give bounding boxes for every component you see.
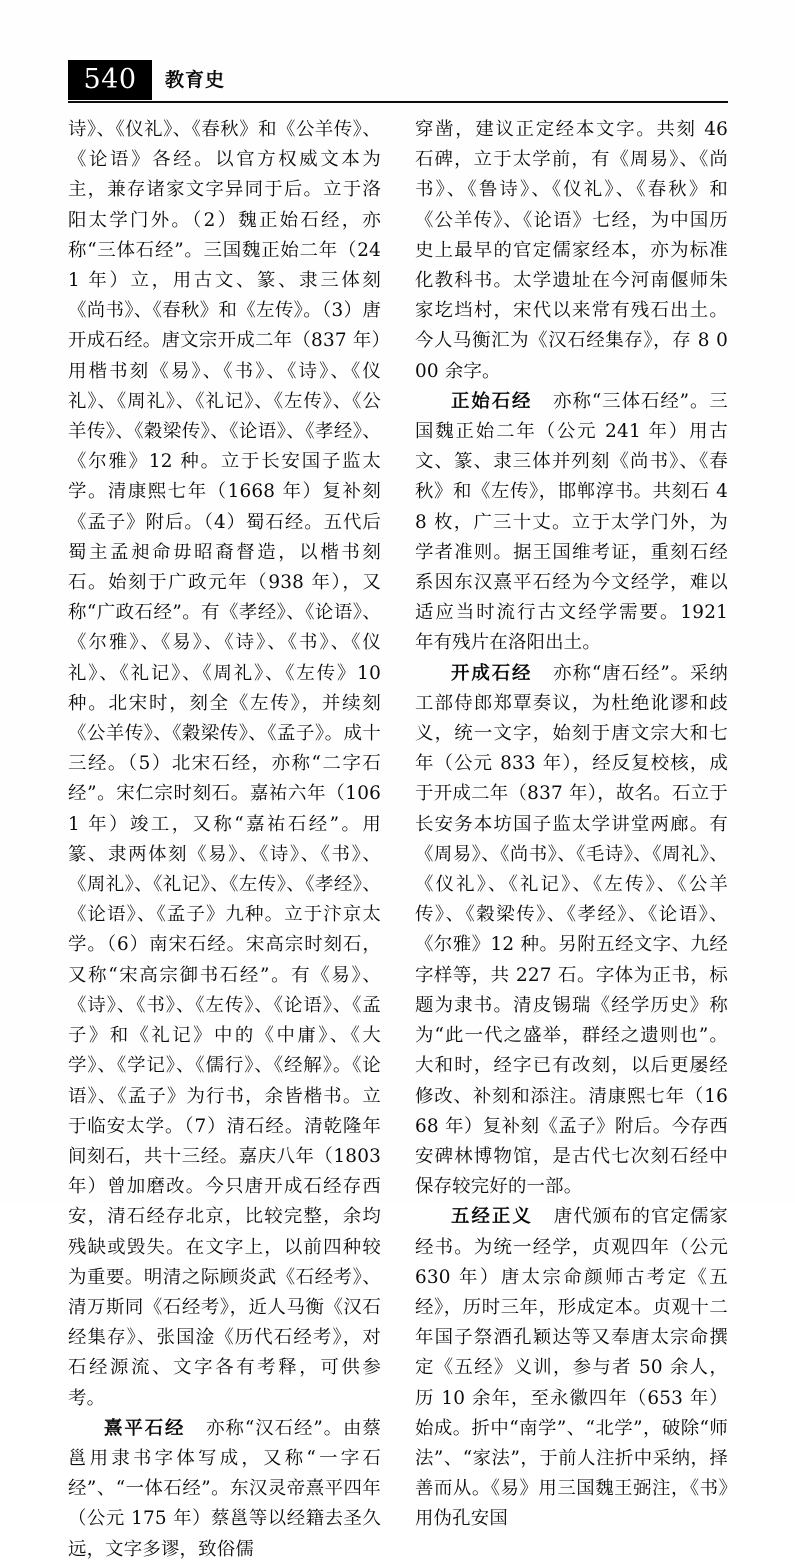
entry-definition: 唐代颁布的官定儒家经书。为统一经学，贞观四年（公元 630 年）唐太宗命颜师古考定《五经》，历时三年，形成定本。贞观十二年国子祭酒孔颖达等又奉唐太宗命撰定《五经》义训，参与者 50 余人，历 10 余年，至永徽四年（653 年）始成。折中“南学”、“北学”，破除“师法”、“家法”，于前人注折中采纳，择善而从。《易》用三国魏王弼注，《书》用伪孔安国 [415,1206,728,1530]
header-rule [68,101,728,103]
entry-term: 开成石经 [451,662,533,684]
entry-wujing-zhengyi [415,1202,728,1534]
entry-term: 熹平石经 [104,1417,186,1439]
entry-kaicheng-shijing [415,659,728,1203]
two-column-body [68,115,728,1560]
entry-term: 五经正义 [451,1206,533,1228]
entry-term: 正始石经 [451,390,533,412]
entry-xiping-shijing [68,1414,381,1565]
page-number: 540 [68,60,152,100]
entry-definition: 亦称“三体石经”。三国魏正始二年（公元 241 年）用古文、篆、隶三体并列刻《尚书》、《春秋》和《左传》，邯郸淳书。共刻石 48 枚，广三十丈。立于太学门外，为学者准则。据王国维考证，重刻石经系因东汉熹平石经为今文经学，难以适应当时流行古文经学需要。1921 年有残片在洛阳出土。 [415,390,728,654]
entry-definition: 亦称“汉石经”。由蔡邕用隶书字体写成，又称“一字石经”、“一体石经”。东汉灵帝熹平四年（公元 175 年）蔡邕等以经籍去圣久远，文字多谬，致俗儒 [68,1417,381,1560]
column-right [415,115,728,1530]
paragraph-shijing-continued [68,115,381,1414]
running-head [68,60,728,104]
running-title: 教育史 [165,69,226,91]
paragraph-text: 穿凿，建议正定经本文字。共刻 46 石碑，立于太学前，有《周易》、《尚书》、《鲁诗》、《仪礼》、《春秋》和《公羊传》、《论语》七经，为中国历史上最早的官定儒家经本，亦为标准化教科书。太学遗址在今河南偃师朱家圪垱村，宋代以来常有残石出土。今人马衡汇为《汉石经集存》，存 8 000 余字。 [415,119,728,382]
paragraph-xiping-continued [415,115,728,387]
entry-definition: 亦称“唐石经”。采纳工部侍郎郑覃奏议，为杜绝讹谬和歧义，统一文字，始刻于唐文宗大和七年（公元 833 年），经反复校核，成于开成二年（837 年），故名。石立于长安务本坊国子监太学讲堂两廊。有《周易》、《尚书》、《毛诗》、《周礼》、《仪礼》、《礼记》、《左传》、《公羊传》、《穀梁传》、《孝经》、《论语》、《尔雅》12 种。另附五经文字、九经字样等，共 227 石。字体为正书，标题为隶书。清皮锡瑞《经学历史》称为“此一代之盛举，群经之遗则也”。大和时，经字已有改刻，以后更屡经修改、补刻和添注。清康熙七年（1668 年）复补刻《孟子》附后。今存西安碑林博物馆，是古代七次刻石经中保存较完好的一部。 [415,662,728,1198]
column-left [68,115,381,1560]
paragraph-text: 诗》、《仪礼》、《春秋》和《公羊传》、《论语》各经。以官方权威文本为主，兼存诸家文字异同于后。立于洛阳太学门外。（2）魏正始石经，亦称“三体石经”。三国魏正始二年（241 年）立，用古文、篆、隶三体刻《尚书》、《春秋》和《左传》。（3）唐开成石经。唐文宗开成二年（837 年）用楷书刻《易》、《书》、《诗》、《仪礼》、《周礼》、《礼记》、《左传》、《公羊传》、《穀梁传》、《论语》、《孝经》、《尔雅》12 种。立于长安国子监太学。清康熙七年（1668 年）复补刻《孟子》附后。（4）蜀石经。五代后蜀主孟昶命毋昭裔督造，以楷书刻石。始刻于广政元年（938 年），又称“广政石经”。有《孝经》、《论语》、《尔雅》、《易》、《诗》、《书》、《仪礼》、《礼记》、《周礼》、《左传》10 种。北宋时，刻全《左传》，并续刻《公羊传》、《穀梁传》、《孟子》。成十三经。（5）北宋石经，亦称“二字石经”。宋仁宗时刻石。嘉祐六年（1061 年）竣工，又称“嘉祐石经”。用篆、隶两体刻《易》、《诗》、《书》、《周礼》、《礼记》、《左传》、《孝经》、《论语》、《孟子》九种。立于汴京太学。（6）南宋石经。宋高宗时刻石，又称“宋高宗御书石经”。有《易》、《诗》、《书》、《左传》、《论语》、《孟子》和《礼记》中的《中庸》、《大学》、《学记》、《儒行》、《经解》。《论语》、《孟子》为行书，余皆楷书。立于临安太学。（7）清石经。清乾隆年间刻石，共十三经。嘉庆八年（1803 年）曾加磨改。今只唐开成石经存西安，清石经存北京，比较完整，余均残缺或毁失。在文字上，以前四种较为重要。明清之际顾炎武《石经考》、清万斯同《石经考》，近人马衡《汉石经集存》、张国淦《历代石经考》，对石经源流、文字各有考释，可供参考。 [68,119,381,1409]
entry-zhengshi-shijing [415,387,728,659]
